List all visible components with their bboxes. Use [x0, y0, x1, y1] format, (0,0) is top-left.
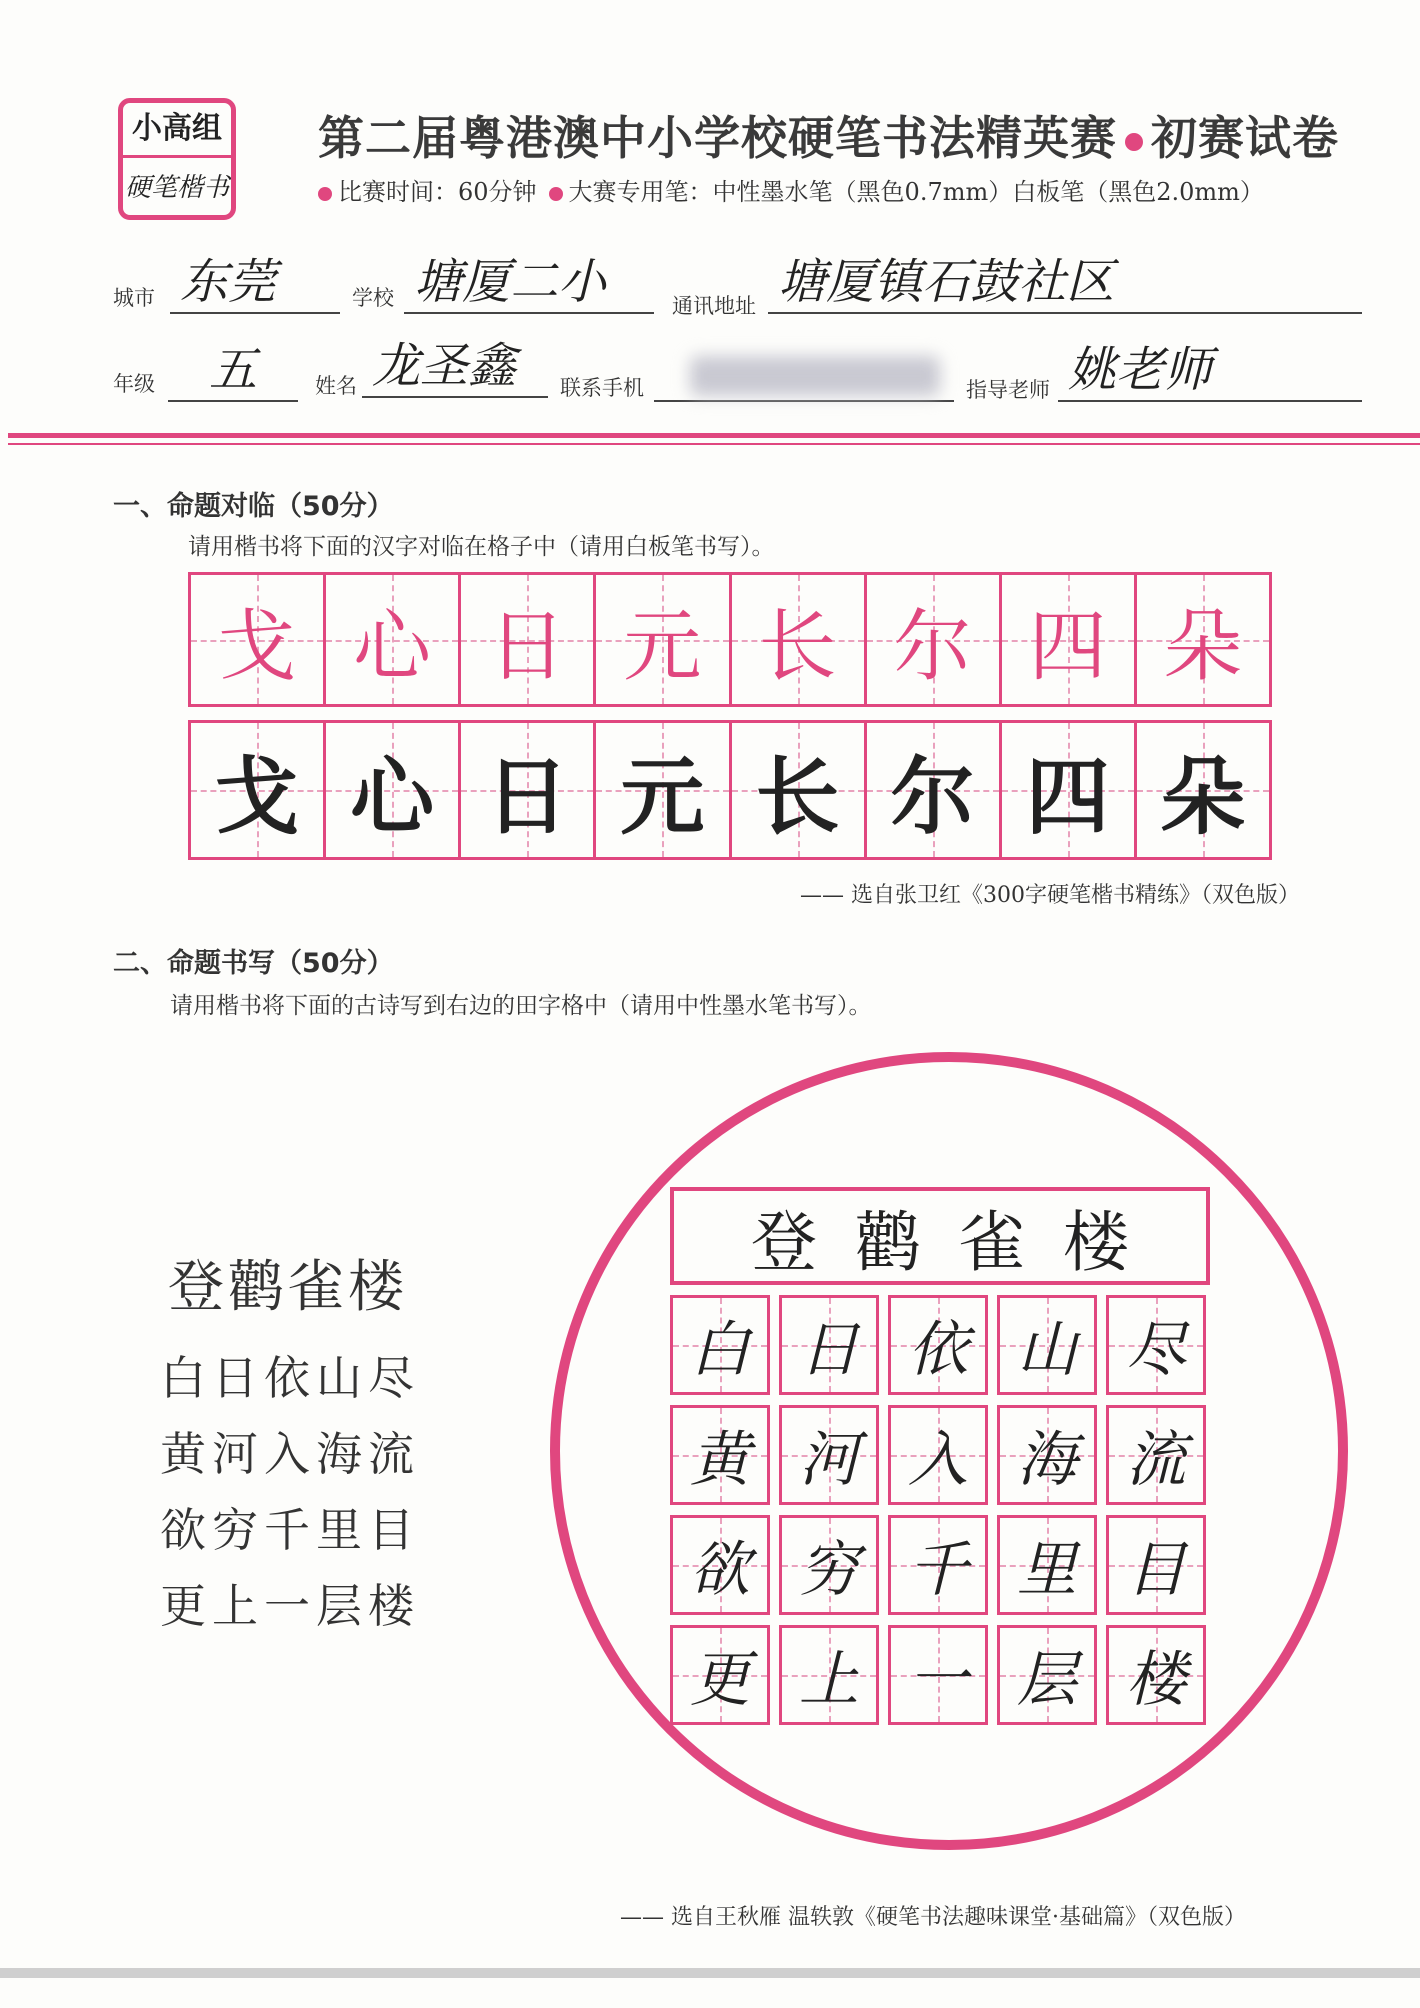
- written-char: 尔: [890, 746, 975, 846]
- grade-label: 年级: [113, 372, 155, 396]
- tian-cell[interactable]: [888, 1295, 988, 1395]
- tian-cell[interactable]: [997, 1515, 1097, 1615]
- poem-line: 欲穷千里目: [160, 1503, 420, 1557]
- written-char: 目: [1126, 1535, 1186, 1605]
- tian-cell[interactable]: [779, 1515, 879, 1615]
- grid-cell: [732, 575, 867, 704]
- section1-instruction: 请用楷书将下面的汉字对临在格子中（请用白板笔书写）。: [188, 534, 775, 560]
- model-char: 心: [353, 601, 432, 692]
- title-sub: 初赛试卷: [1151, 111, 1339, 165]
- bullet-dot-icon: [549, 187, 563, 201]
- group-badge: [118, 98, 236, 220]
- written-char: 更: [690, 1645, 750, 1715]
- tian-cell[interactable]: [997, 1405, 1097, 1505]
- written-char: 流: [1126, 1425, 1186, 1495]
- page-title: [318, 102, 1339, 168]
- school-label: 学校: [352, 286, 394, 310]
- address-label: 通讯地址: [672, 294, 756, 318]
- tian-cell[interactable]: [1106, 1515, 1206, 1615]
- phone-redaction: [690, 356, 940, 396]
- badge-style-label: 硬笔楷书: [124, 173, 229, 203]
- written-char: 千: [908, 1535, 968, 1605]
- written-char: 穷: [799, 1535, 859, 1605]
- written-char: 黄: [690, 1425, 750, 1495]
- tian-cell[interactable]: [779, 1405, 879, 1505]
- grid-cell: [326, 575, 461, 704]
- city-label: 城市: [113, 286, 155, 310]
- grid-cell[interactable]: [461, 723, 596, 857]
- written-char: 朵: [1160, 746, 1245, 846]
- written-char: 四: [1025, 746, 1110, 846]
- grade-field[interactable]: 五: [168, 340, 298, 402]
- model-char-grid: [188, 572, 1272, 707]
- tian-cell[interactable]: [888, 1405, 988, 1505]
- practice-char-grid[interactable]: [188, 720, 1272, 860]
- teacher-field[interactable]: 姚老师: [1058, 340, 1362, 402]
- bullet-dot-icon: [1125, 133, 1143, 151]
- name-label: 姓名: [315, 374, 357, 398]
- written-char: 里: [1017, 1535, 1077, 1605]
- grid-cell[interactable]: [596, 723, 731, 857]
- tian-cell[interactable]: [1106, 1405, 1206, 1505]
- title-char: 雀: [959, 1203, 1025, 1281]
- school-field[interactable]: 塘厦二小: [404, 252, 654, 314]
- poem-title: 登鹳雀楼: [168, 1255, 408, 1320]
- written-char: 戈: [215, 746, 300, 846]
- tian-cell[interactable]: [670, 1405, 770, 1505]
- title-char: 登: [751, 1203, 817, 1281]
- city-field[interactable]: 东莞: [170, 252, 340, 314]
- written-char: 心: [350, 746, 435, 846]
- name-field[interactable]: 龙圣鑫: [362, 336, 548, 398]
- tian-cell[interactable]: [779, 1295, 879, 1395]
- poem-line: 黄河入海流: [160, 1427, 420, 1481]
- teacher-label: 指导老师: [966, 378, 1050, 402]
- grid-cell[interactable]: [326, 723, 461, 857]
- tian-cell[interactable]: [1106, 1625, 1206, 1725]
- title-main: 第二届粤港澳中小学校硬笔书法精英赛: [318, 111, 1117, 165]
- written-char: 层: [1017, 1645, 1077, 1715]
- phone-label: 联系手机: [560, 376, 644, 400]
- model-char: 尔: [893, 601, 972, 692]
- badge-group-label: 小高组: [123, 103, 231, 158]
- grid-cell[interactable]: [191, 723, 326, 857]
- grid-cell[interactable]: [1002, 723, 1137, 857]
- grid-cell: [867, 575, 1002, 704]
- tian-cell[interactable]: [888, 1515, 988, 1615]
- tianzige-grid[interactable]: [670, 1295, 1210, 1729]
- exam-pen: 大赛专用笔：中性墨水笔（黑色0.7mm）白板笔（黑色2.0mm）: [568, 178, 1264, 206]
- grid-cell[interactable]: [867, 723, 1002, 857]
- written-char: 河: [799, 1425, 859, 1495]
- poem-line: 白日依山尽: [160, 1351, 420, 1405]
- tian-cell[interactable]: [1106, 1295, 1206, 1395]
- tian-cell[interactable]: [888, 1625, 988, 1725]
- written-char: 入: [908, 1425, 968, 1495]
- exam-time: 比赛时间：60分钟: [338, 178, 537, 206]
- written-char: 欲: [690, 1535, 750, 1605]
- section2-instruction: 请用楷书将下面的古诗写到右边的田字格中（请用中性墨水笔书写）。: [170, 993, 872, 1019]
- header-divider-thin: [8, 443, 1420, 445]
- tian-cell[interactable]: [670, 1625, 770, 1725]
- written-char: 日: [485, 746, 570, 846]
- written-char: 元: [620, 746, 705, 846]
- section1-source: —— 选自张卫红《300字硬笔楷书精练》（双色版）: [800, 883, 1300, 908]
- grid-cell: [1002, 575, 1137, 704]
- written-char: 白: [690, 1315, 750, 1385]
- model-char: 四: [1028, 601, 1107, 692]
- section2-source: —— 选自王秋雁 温轶敦《硬笔书法趣味课堂·基础篇》（双色版）: [620, 1905, 1246, 1930]
- grid-cell: [461, 575, 596, 704]
- exam-info: [318, 172, 1264, 207]
- written-char: 日: [799, 1315, 859, 1385]
- model-char: 元: [623, 601, 702, 692]
- model-char: 日: [488, 601, 567, 692]
- poem-title-box[interactable]: [670, 1187, 1210, 1285]
- tian-cell[interactable]: [997, 1295, 1097, 1395]
- written-char: 尽: [1126, 1315, 1186, 1385]
- model-char: 戈: [218, 601, 297, 692]
- grid-cell: [1137, 575, 1269, 704]
- header-divider: [8, 433, 1420, 438]
- grid-cell: [596, 575, 731, 704]
- written-char: 一: [908, 1645, 968, 1715]
- grid-cell[interactable]: [732, 723, 867, 857]
- address-field[interactable]: 塘厦镇石鼓社区: [768, 252, 1362, 314]
- bullet-dot-icon: [318, 187, 332, 201]
- model-char: 朵: [1163, 601, 1242, 692]
- title-char: 鹳: [855, 1203, 921, 1281]
- grid-cell: [191, 575, 326, 704]
- written-char: 楼: [1126, 1645, 1186, 1715]
- section2-title: 二、命题书写（50分）: [113, 948, 394, 979]
- footer-bar: [0, 1968, 1420, 1978]
- written-char: 山: [1017, 1315, 1077, 1385]
- written-char: 上: [799, 1645, 859, 1715]
- tian-cell[interactable]: [779, 1625, 879, 1725]
- written-char: 海: [1017, 1425, 1077, 1495]
- section1-title: 一、命题对临（50分）: [113, 491, 394, 522]
- model-char: 长: [758, 601, 837, 692]
- written-char: 长: [755, 746, 840, 846]
- grid-cell[interactable]: [1137, 723, 1269, 857]
- tian-cell[interactable]: [670, 1295, 770, 1395]
- written-char: 依: [908, 1315, 968, 1385]
- poem-line: 更上一层楼: [160, 1579, 420, 1633]
- tian-cell[interactable]: [997, 1625, 1097, 1725]
- title-char: 楼: [1063, 1203, 1129, 1281]
- tian-cell[interactable]: [670, 1515, 770, 1615]
